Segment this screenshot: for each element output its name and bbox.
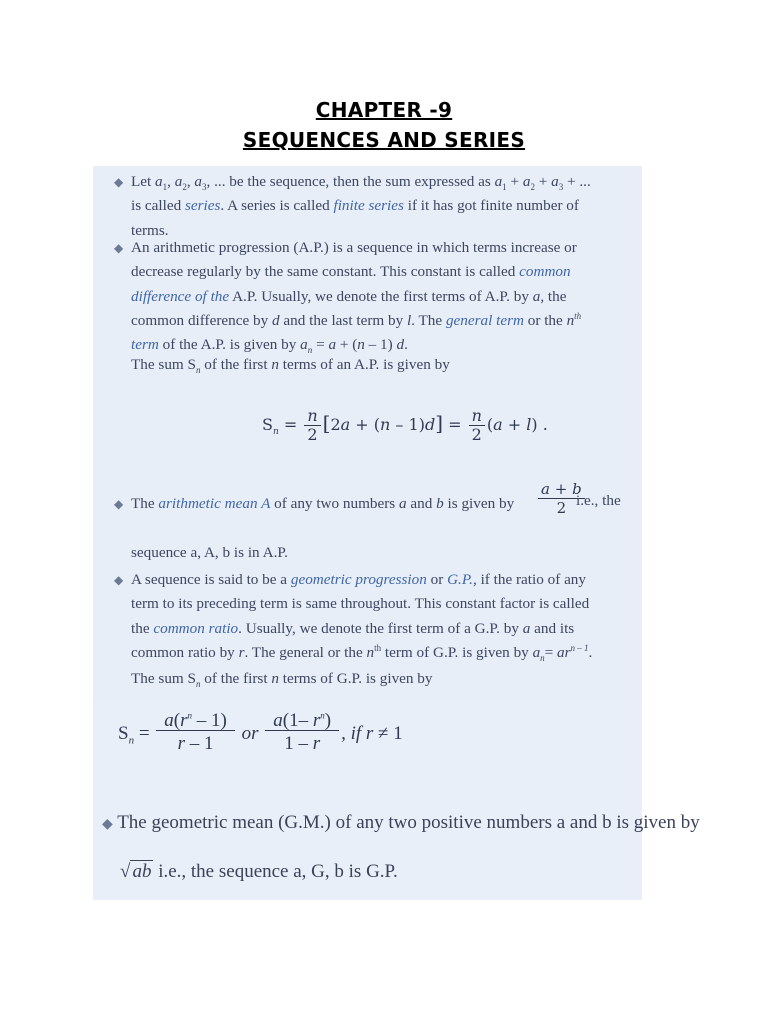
geometric-mean-sequence: √ ab i.e., the sequence a, G, b is G.P. xyxy=(120,861,398,882)
diamond-bullet-icon: ◆ xyxy=(102,817,113,832)
diamond-bullet-icon: ◆ xyxy=(114,573,124,587)
gp-sum-formula: $S_n$ = $\frac{a(r^n - 1)}{r - 1}$ or $\frac{a(1- r^n)}{1 - r}$ , if r ≠ 1 xyxy=(118,710,403,754)
arithmetic-mean-definition: ◆ The arithmetic mean A of any two numbers a and b is given by xyxy=(114,492,628,516)
diamond-bullet-icon: ◆ xyxy=(114,175,124,189)
geometric-progression-definition: ◆ A sequence is said to be a geometric progression or G.P., if the ratio of any term to its preceding term is same throughout. This constant factor is called the common ratio. Usually, we denote the first term of a G.P. by a and its common ratio by r. The general or the $n^{th}$ term of G.P. is given by $a_n= ar^{n - 1}$. xyxy=(114,568,628,665)
arithmetic-mean-fraction: $\frac{a + b}{2}$ xyxy=(536,480,587,517)
arithmetic-mean-sequence: sequence a, A, b is in A.P. xyxy=(131,544,288,561)
series-definition: ◆ Let $a_1$, $a_2$, $a_3$, ... be the sequence, then the sum expressed as $a_1 + a_2 + a_3$ + ... is called series. A series is called finite series if it has got finite number of terms. xyxy=(114,170,628,243)
geometric-mean-definition: ◆ The geometric mean (G.M.) of any two positive numbers a and b is given by xyxy=(102,812,700,833)
arithmetic-mean-suffix: i.e., the xyxy=(576,492,621,509)
chapter-title: SEQUENCES AND SERIES xyxy=(242,128,526,152)
ap-sum-intro: The sum $S_n$ of the first n terms of an A.P. is given by xyxy=(131,356,450,376)
ap-sum-formula: $S_n$ = $\frac{n}{2}$ [2a + (n – 1)d] = $\frac{n}{2}$ (a + l) . xyxy=(262,406,548,444)
gp-sum-intro: The sum $S_n$ of the first n terms of G.P. is given by xyxy=(131,670,433,690)
arithmetic-progression-definition: ◆ An arithmetic progression (A.P.) is a sequence in which terms increase or decrease regularly by the same constant. This constant is called common difference of the A.P. Usually, we denote the first terms of A.P. by a, the common difference by d and the last term by l. The general term or the $n^{th}$ term of the A.P. is given by $a_n = a + (n - 1)$ d. xyxy=(114,236,628,357)
diamond-bullet-icon: ◆ xyxy=(114,241,124,255)
diamond-bullet-icon: ◆ xyxy=(114,497,124,511)
chapter-number: CHAPTER -9 xyxy=(315,98,453,122)
square-root-ab: √ ab xyxy=(120,861,152,882)
